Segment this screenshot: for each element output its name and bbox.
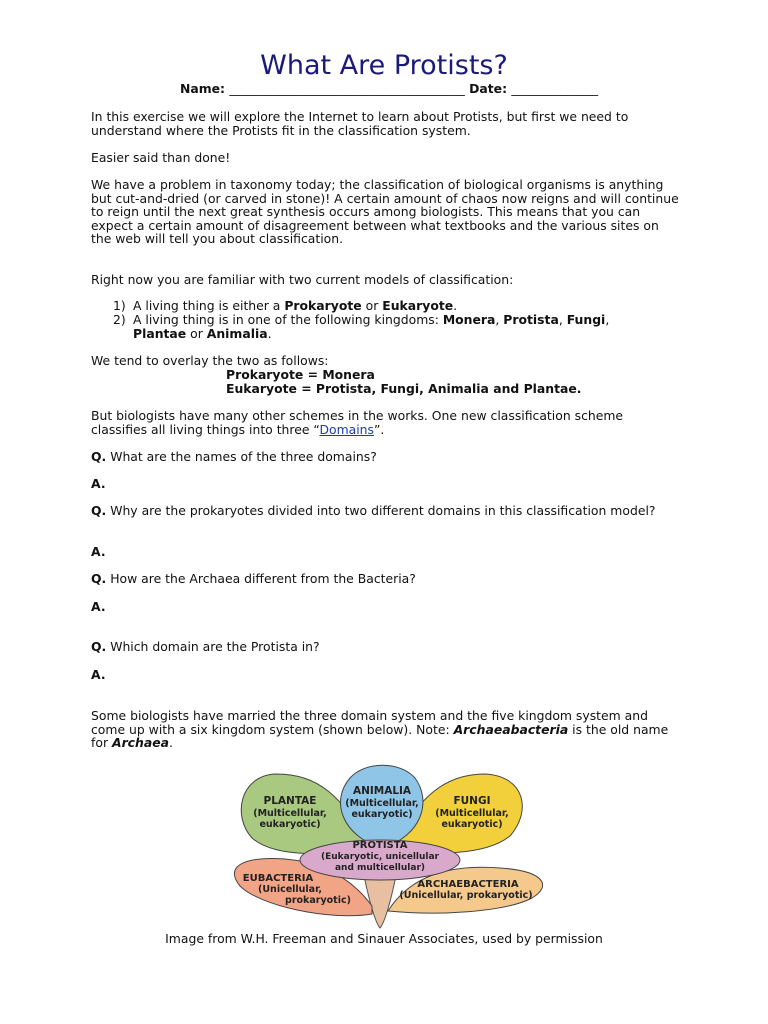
question-1 [91,450,681,464]
overlay-line-1: Prokaryote = Monera [226,367,375,382]
q-label: Q. [91,449,107,464]
fungi-title: FUNGI [453,795,491,807]
list-text: , [495,312,504,327]
q-label: Q. [91,503,107,518]
date-label: Date: [469,81,508,96]
term-plantae: Plantae [133,326,187,341]
eubacteria-line-1: (Unicellular, [258,884,322,895]
six-kingdom-text: Some biologists have married the three domain system and the five kingdom system and come up with a six kingdom system (shown below). Note: [91,708,648,737]
list-item-2 [113,313,683,327]
list-item-2-cont [133,327,703,341]
name-label: Name: [180,81,226,96]
list-text: . [267,326,272,341]
q-label: Q. [91,571,107,586]
term-eukaryote: Eukaryote [382,298,454,313]
answer-2-label: A. [91,544,106,559]
list-text: , [605,312,610,327]
archaebacteria-line-1: (Unicellular, prokaryotic) [399,890,533,901]
list-item-1 [113,299,683,313]
question-text: Why are the prokaryotes divided into two different domains in this classification model? [106,503,656,518]
animalia-line-1: (Multicellular, [345,798,419,809]
term-monera: Monera [442,312,496,327]
overlay-line-2: Eukaryote = Protista, Fungi, Animalia and Plantae. [226,381,582,396]
term-archaea: Archaea [111,735,169,751]
name-blank: ______________________________________ [229,81,465,96]
question-4 [91,640,681,654]
list-number-2: 2) [113,312,126,327]
answer-3-label: A. [91,599,106,614]
domains-link[interactable]: Domains [319,421,374,437]
intro-paragraph: In this exercise we will explore the Internet to learn about Protists, but first we need to understand where the Protists fit in the classification system. [91,109,629,138]
date-blank: ______________ [511,81,599,96]
answer-1-label: A. [91,476,106,491]
domains-text-end: ”. [374,421,385,437]
fungi-line-2: eukaryotic) [441,819,503,830]
list-text: , [558,312,567,327]
term-fungi: Fungi [566,312,606,327]
protista-line-2: and multicellular) [334,863,426,873]
term-protista: Protista [503,312,559,327]
term-archaeabacteria: Archaeabacteria [453,721,569,737]
list-text: or [361,298,383,313]
term-prokaryote: Prokaryote [284,298,362,313]
list-text: or [186,326,207,341]
animalia-line-2: eukaryotic) [351,809,413,820]
animalia-title: ANIMALIA [352,785,412,797]
domains-text: But biologists have many other schemes in the works. One new classification scheme classifies all living things into three “ [91,408,624,437]
list-number-1: 1) [113,298,126,313]
question-text: Which domain are the Protista in? [106,639,320,654]
archaebacteria-title: ARCHAEBACTERIA [417,879,519,890]
six-kingdom-text: is the old name for [91,721,669,751]
name-date-line [180,82,598,96]
overlay-intro: We tend to overlay the two as follows: [91,353,329,368]
question-2 [91,504,681,518]
eubacteria-title: EUBACTERIA [242,873,314,884]
protista-line-1: (Eukaryotic, unicellular [320,852,440,862]
eubacteria-line-2: prokaryotic) [285,895,351,906]
list-text: A living thing is in one of the following kingdoms: [133,312,443,327]
plantae-line-2: eukaryotic) [259,819,321,830]
easier-paragraph: Easier said than done! [91,150,231,165]
question-3 [91,572,681,586]
plantae-title: PLANTAE [263,795,317,807]
question-text: How are the Archaea different from the Bacteria? [106,571,416,586]
fungi-line-1: (Multicellular, [435,808,509,819]
page-title: What Are Protists? [260,50,508,81]
problem-paragraph: We have a problem in taxonomy today; the classification of biological organisms is anything but cut-and-dried (or carved in stone)! A certain amount of chaos now reigns and will continue to reign until the next great synthesis occurs among biologists. This means that you can expect a certain amount of disagreement between what textbooks and the various sites on the web will tell you about classification. [91,177,679,247]
q-label: Q. [91,639,107,654]
question-text: What are the names of the three domains? [106,449,377,464]
six-kingdom-text-end: . [168,735,173,751]
right-now-paragraph: Right now you are familiar with two current models of classification: [91,272,514,287]
six-kingdom-paragraph [91,709,681,750]
list-text: A living thing is either a [133,298,285,313]
list-text: . [453,298,458,313]
six-kingdom-diagram [0,756,768,936]
image-caption: Image from W.H. Freeman and Sinauer Associates, used by permission [165,931,603,946]
plantae-line-1: (Multicellular, [253,808,327,819]
domains-paragraph [91,409,681,436]
term-animalia: Animalia [206,326,268,341]
protista-title: PROTISTA [352,840,408,851]
answer-4-label: A. [91,667,106,682]
